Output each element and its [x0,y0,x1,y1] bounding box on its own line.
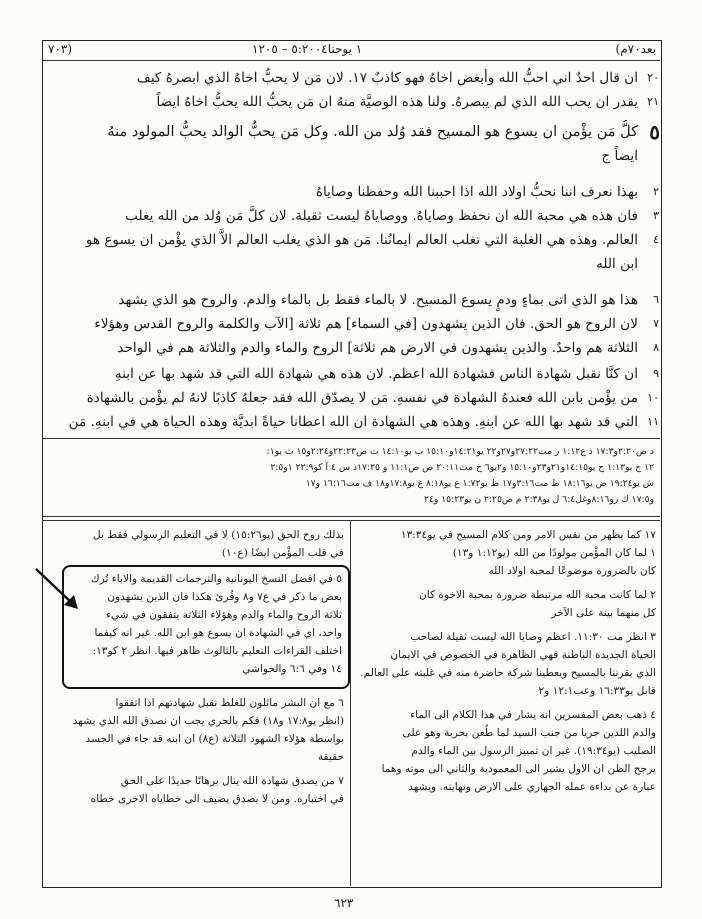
verse-number: ١١ [647,415,659,428]
verse-number: ٦ [653,293,659,306]
boxed-note-line: ثلاثة الروح والماء والدم وهؤلاء الثلاثة يتفقون في شيء [105,609,342,621]
header-center: ١ يوحنا٥:٢٠٠٤ – ١٢٠٥ [252,42,363,56]
verse-number: ٢ [653,185,659,198]
verse-line: فان هذه هي محبة الله ان نحفظ وصاياهُ. ووصاياهُ ليست ثقيلة. لان كلَّ مَن وُلد من الله يغلب [125,208,638,224]
note-line: في قلب المؤْمن ايضًا (ع١٠) [221,547,344,559]
boxed-note-line: ١٤ وفي ٦:٦ والحواشي [242,663,342,675]
verse-line: ان قال احدٌ اني احبُّ الله وأبغض اخاهُ فهو كاذبٌ ١٧. لان مَن لا يحبُّ اخاهُ الذي ابصرهُ كيف [136,70,638,86]
note-line: الصليب (يو١٩:٣٤). غير ان تمييز الرسول بين الماء والدم [411,745,656,757]
notes-rule-2 [42,520,660,521]
note-line: الحياة الجديدة الباطنة فهي الظاهرة في الخصوص في الايمان [390,649,656,661]
refs-rule [42,438,660,439]
verse-number: ٨ [653,341,659,354]
verse-number: ٣ [653,209,659,222]
verse-line: بهذا نعرف اننا نحبُّ اولاد الله اذا احببنا الله وحفظنا وصاياهُ [315,184,638,200]
verse-line: يقدر ان يحب الله الذي لم يبصرهُ. ولنا هذه الوصيَّة منهُ ان مَن يحبُّ الله يحبُّ اخاهُ ايضاً [156,94,638,110]
verse-line: التي قد شهد بها الله عن ابنهِ. وهذه هي الشهادة ان الله اعطانا حياةً ابديَّة وهذه الحياة هي في ابنهِ. مَن [68,414,638,430]
note-line: ٧ من يصدق شهادة الله ينال برهانًا جديدًا على الحق [120,775,344,787]
reference-line: د ص٢:٢٠و١٧:٣ ذ ع١:١٢ ر مت٢٧:٢٢و٢٧و٢٢ يو١٤:٢١و١٥:١٠ ب يو١٤:١٠ ت ص٢٢:٢٣و٢:٢٤و١٥ ث يو١: [266,446,654,457]
column-divider [350,520,351,886]
reference-line: ش يو١٩:٢٤ ض يو١٨:١٦ ط مت٣:١٦و١٧ ظ يو١:٧٢ ع يو٨:١٨ غ يو١٧:٨و١٨ ف مت١٦:١٦ و١٧ [305,478,654,489]
bible-commentary-page [42,40,662,888]
annotation-arrow-icon [30,565,90,615]
boxed-note-line: بعض ما ذكر في ع٧ و٨ وقُرئ هكذا فان الذين يشهدون [107,591,342,603]
note-line: ١ لما كان المؤْمن مولودًا من الله (يو١:١٢ و١٣) [452,547,656,559]
verse-line: ان كنَّا نقبل شهادة الناس فشهادة الله اعظم. لان هذه هي شهادة الله التي قد شهد بها عن ابنهِ [114,366,638,382]
verse-number: ٧ [653,317,659,330]
reference-line: ١٢ ج يو١:١٣ ح يو١٤:١٥و٢١و٢٣و١٥:١٠ و٢يو٦ خ مت٢٠:١١ ص ص١١:١ و ١٧:٢٥ذ س ٤ آ كو٢٢:٩ ١و٢:٥ [270,462,654,473]
verse-number: ٩ [653,367,659,380]
verse-line: لان الروح هو الحق. فان الذين يشهدون [في السماء] هم ثلاثة [الآب والكلمة والروح القدس وهؤلاء [94,316,638,332]
note-line: بواسطة هؤلاء الشهود الثلاثة (ع٨) ان ابنه قد جاء في الجسد [85,733,344,745]
verse-number: ٢١ [647,95,659,108]
boxed-note-line: ٥ في افضل النسخ اليونانية والترجمات القديمة والاباء تُرك [90,573,342,585]
note-line: ٣ انظر مت ١١:٣٠. اعظم وصايا الله ليست ثقيلة لصاحب [410,631,656,643]
note-line: كان بالضرورة موضوعًا لمحبة اولاد الله [488,565,656,577]
boxed-note-line: اختلف القراءات التعليم بالثالوث ظاهر فيها. انظر ٢ كو١٣: [92,645,342,657]
verse-line: ابن الله [596,256,638,272]
note-line: ٤ ذهب بعض المفسرين انه يشار في هذا الكلام الى الماء [410,709,656,721]
boxed-note-line: واحد، اي في الشهادة ان يسوع هو ابن الله. غير انه كيفما [94,627,342,639]
note-line: ٦ مع ان البشر مائلون للغلط نقبل شهادتهم اذا اتفقوا [115,697,344,709]
chapter-number: ٥ [649,120,660,144]
running-header [42,40,662,60]
page-number: ٦٢٣ [334,896,354,910]
notes-rule [42,516,660,517]
verse-line: هذا هو الذي اتى بماءٍ ودمٍ يسوع المسيح. لا بالماء فقط بل بالماء والدم. والروح هو الذي يشهد [118,292,638,308]
note-line: في اختباره. ومن لا يصدق يضيف الى خطاياه الاخرى خطاه [90,793,344,805]
note-line: ٢ لما كانت محبة الله مرتبطة ضرورة بمحبة الاخوة كان [418,589,656,601]
verse-line: الثلاثة هم واحدٌ. والذين يشهدون في الارض هم ثلاثة] الروح والماء والدم والثلاثة هم في الواحد [117,340,638,356]
verse-number: ٤ [653,233,659,246]
note-line: كل منهما بينة على الآخر [551,607,656,619]
note-line: والدم اللذين جريا من جنب السيد لما طُعن بحربة وهو على [402,727,656,739]
verse-line: من يؤْمن بابن الله فعندهُ الشهادة في نفسهِ. مَن لا يصدّق الله فقد جعلهُ كاذبًا لانهُ لم يؤْمن بالشهادة [86,390,638,406]
note-line: (انظر يو١٧:٨ و١٨) فكم بالحري يجب ان نصدق الله الذي يشهد [72,715,344,727]
header-rule [42,60,660,61]
note-line: ١٧ كما يظهر من نفس الامر ومن كلام المسيح في يو١٣:٣٤ [400,529,656,541]
verse-line: كلُّ مَن يؤْمن ان يسوع هو المسيح فقد وُلد من الله. وكل مَن يحبُّ الوالد يحبُّ المولود منهُ [107,124,638,140]
note-line: بذلك روح الحق (يو١٥:٢٦) لا في التعليم الرسولي فقط بل [93,529,344,541]
note-line: يرجح الظن ان الاول يشير الى المعمودية والثاني الى موته وهما [381,763,656,775]
reference-line: و١٧:٥ ك رو٨:١٦وغل٦:٤ ل يو٢:٣٨ م ص٢:٢٥ ن يو١٥:٢٣ و٢٤ [424,494,654,505]
note-line: الذي يقرننا بالمسيح ويعطينا شركة حاضرة منه في غلبته على العالم. [360,667,656,679]
note-line: حقيقة [317,751,344,763]
header-left: (٧٠٣ [48,42,73,56]
note-line: قابل يو١٦:٣٣ وعب١٢:١ و٢ [538,685,656,697]
verse-line: العالم. وهذه هي الغلبة التي تغلب العالم ايمانُنا. مَن هو الذي يغلب العالم الاَّ الذي يؤْمن ان يسوع هو [85,232,638,248]
verse-number: ٢٠ [647,71,659,84]
verse-number: ١٠ [647,391,659,404]
verse-line: ايضاً ج [601,148,638,164]
header-right: بعد٧٠م) [615,42,656,56]
note-line: عبارة عن بداءة عمله الجهاري على الارض ونهايته. ويشهد [408,781,656,793]
